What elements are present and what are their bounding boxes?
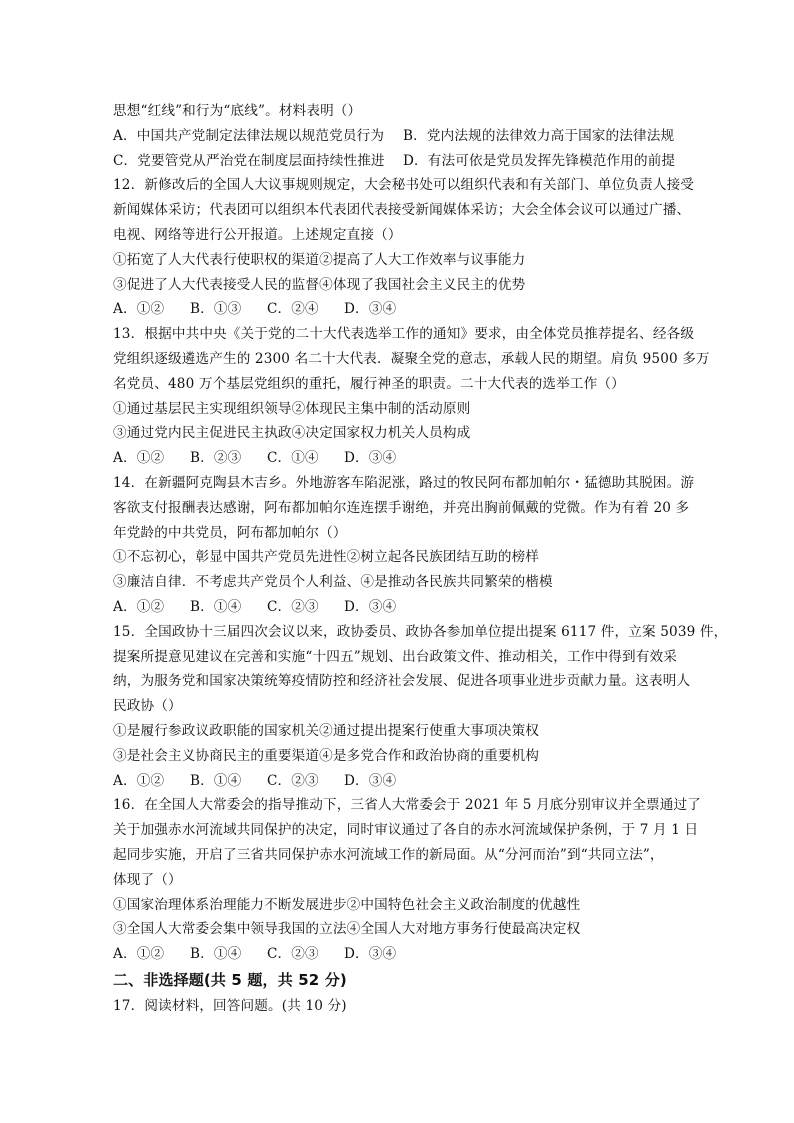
option-b: B．②③ xyxy=(190,450,242,467)
option-c: C．②③ xyxy=(267,598,319,615)
question-stem-line: 年党龄的中共党员，阿布都加帕尔（） xyxy=(113,524,347,541)
option-d: D．③④ xyxy=(344,946,397,963)
option-d: D．有法可依是党员发挥先锋模范作用的前提 xyxy=(403,152,676,169)
choice-line: ③廉洁自律．不考虑共产党员个人利益、④是推动各民族共同繁荣的楷模 xyxy=(113,574,553,591)
option-a: A．①② xyxy=(113,301,165,318)
option-a: A．中国共产党制定法律法规以规范党员行为 xyxy=(113,127,385,144)
question-17-stem: 17．阅读材料，回答问题。(共 10 分) xyxy=(113,997,347,1014)
question-stem-line: 客欲支付报酬表达感谢，阿布都加帕尔连连摆手谢绝，并亮出胸前佩戴的党微。作为有着 20 多 xyxy=(113,499,690,516)
option-row xyxy=(113,297,693,322)
question-stem-line: 思想“红线”和行为“底线”。材料表明（） xyxy=(113,103,362,119)
option-b: B．①④ xyxy=(190,598,242,615)
option-c: C．②④ xyxy=(267,301,319,318)
option-row xyxy=(113,769,693,794)
option-d: D．③④ xyxy=(344,598,397,615)
question-stem-line: 12．新修改后的全国人大议事规则规定，大会秘书处可以组织代表和有关部门、单位负责人接受 xyxy=(113,177,695,194)
choice-line: ③促进了人大代表接受人民的监督④体现了我国社会主义民主的优势 xyxy=(113,276,526,293)
option-row xyxy=(113,124,693,149)
question-stem-line: 纳，为服务党和国家决策统筹疫情防控和经济社会发展、促进各项事业进步贡献力量。这表明人 xyxy=(113,673,691,690)
choice-line: ①是履行参政议政职能的国家机关②通过提出提案行使重大事项决策权 xyxy=(113,722,540,739)
option-c: C．①④ xyxy=(267,450,319,467)
question-14 xyxy=(113,471,693,620)
option-c: C．②③ xyxy=(267,772,319,789)
choice-line: ③是社会主义协商民主的重要渠道④是多党合作和政治协商的重要机构 xyxy=(113,747,540,764)
option-b: B．①④ xyxy=(190,772,242,789)
question-stem-line: 新闻媒体采访；代表团可以组织本代表团代表接受新闻媒体采访；大会全体会议可以通过广播、 xyxy=(113,202,691,219)
option-b: B．①③ xyxy=(190,301,242,318)
option-c: C．②③ xyxy=(267,946,319,963)
option-c: C．党要管党从严治党在制度层面持续性推进 xyxy=(113,152,385,169)
option-b: B．党内法规的法律效力高于国家的法律法规 xyxy=(403,127,675,144)
option-d: D．③④ xyxy=(344,772,397,789)
option-b: B．①④ xyxy=(190,946,242,963)
question-stem-line: 提案所提意见建议在完善和实施“十四五”规划、出台政策文件、推动相关，工作中得到有效采 xyxy=(113,648,677,665)
question-13 xyxy=(113,322,710,471)
question-15 xyxy=(113,620,728,794)
option-row xyxy=(113,149,693,174)
question-stem-line: 16．在全国人大常委会的指导推动下，三省人大常委会于 2021 年 5 月底分别审议并全票通过了 xyxy=(113,797,701,814)
option-row xyxy=(113,446,693,471)
option-a: A．①② xyxy=(113,450,165,467)
section-heading: 二、非选择题(共 5 题，共 52 分) xyxy=(113,970,347,989)
choice-line: ①通过基层民主实现组织领导②体现民主集中制的活动原则 xyxy=(113,400,471,417)
option-a: A．①② xyxy=(113,598,165,615)
choice-line: ①国家治理体系治理能力不断发展进步②中国特色社会主义政治制度的优越性 xyxy=(113,896,581,913)
question-stem-line: 15．全国政协十三届四次会议以来，政协委员、政协各参加单位提出提案 6117 件，立案 5039 件， xyxy=(113,623,728,640)
question-stem-line: 党组织逐级遴选产生的 2300 名二十大代表．凝聚全党的意志，承载人民的期望。肩负 9500 多万 xyxy=(113,350,710,367)
option-d: D．③④ xyxy=(344,450,397,467)
question-stem-line: 起同步实施，开启了三省共同保护赤水河流域工作的新局面。从“分河而治”到“共同立法”， xyxy=(113,846,664,863)
question-11 xyxy=(113,99,693,173)
question-stem-line: 13．根据中共中央《关于党的二十大代表选举工作的通知》要求，由全体党员推荐提名、经各级 xyxy=(113,326,695,343)
question-12 xyxy=(113,173,693,322)
option-a: A．①② xyxy=(113,946,165,963)
question-stem-line: 名党员、480 万个基层党组织的重托，履行神圣的职责。二十大代表的选举工作（） xyxy=(113,375,625,392)
question-stem-line: 14．在新疆阿克陶县木吉乡。外地游客车陷泥涨，路过的牧民阿布都加帕尔・猛德助其脱困。游 xyxy=(113,474,695,491)
option-row xyxy=(113,595,693,620)
question-stem-line: 电视、网络等进行公开报道。上述规定直接（） xyxy=(113,226,402,243)
page-content xyxy=(113,99,728,1019)
option-a: A．①② xyxy=(113,772,165,789)
choice-line: ③全国人大常委会集中领导我国的立法④全国人大对地方事务行使最高决定权 xyxy=(113,921,581,938)
option-row xyxy=(113,942,693,967)
question-stem-line: 关于加强赤水河流域共同保护的决定，同时审议通过了各自的赤水河流域保护条例，于 7 月 1 日 xyxy=(113,822,699,839)
question-stem-line: 体现了（） xyxy=(113,871,182,888)
question-stem-line: 民政协（） xyxy=(113,698,182,715)
question-16 xyxy=(113,793,701,967)
choice-line: ③通过党内民主促进民主执政④决定国家权力机关人员构成 xyxy=(113,425,471,442)
choice-line: ①不忘初心，彰显中国共产党员先进性②树立起各民族团结互助的榜样 xyxy=(113,549,540,566)
option-d: D．③④ xyxy=(344,301,397,318)
choice-line: ①拓宽了人大代表行使职权的渠道②提高了人大工作效率与议事能力 xyxy=(113,251,526,268)
